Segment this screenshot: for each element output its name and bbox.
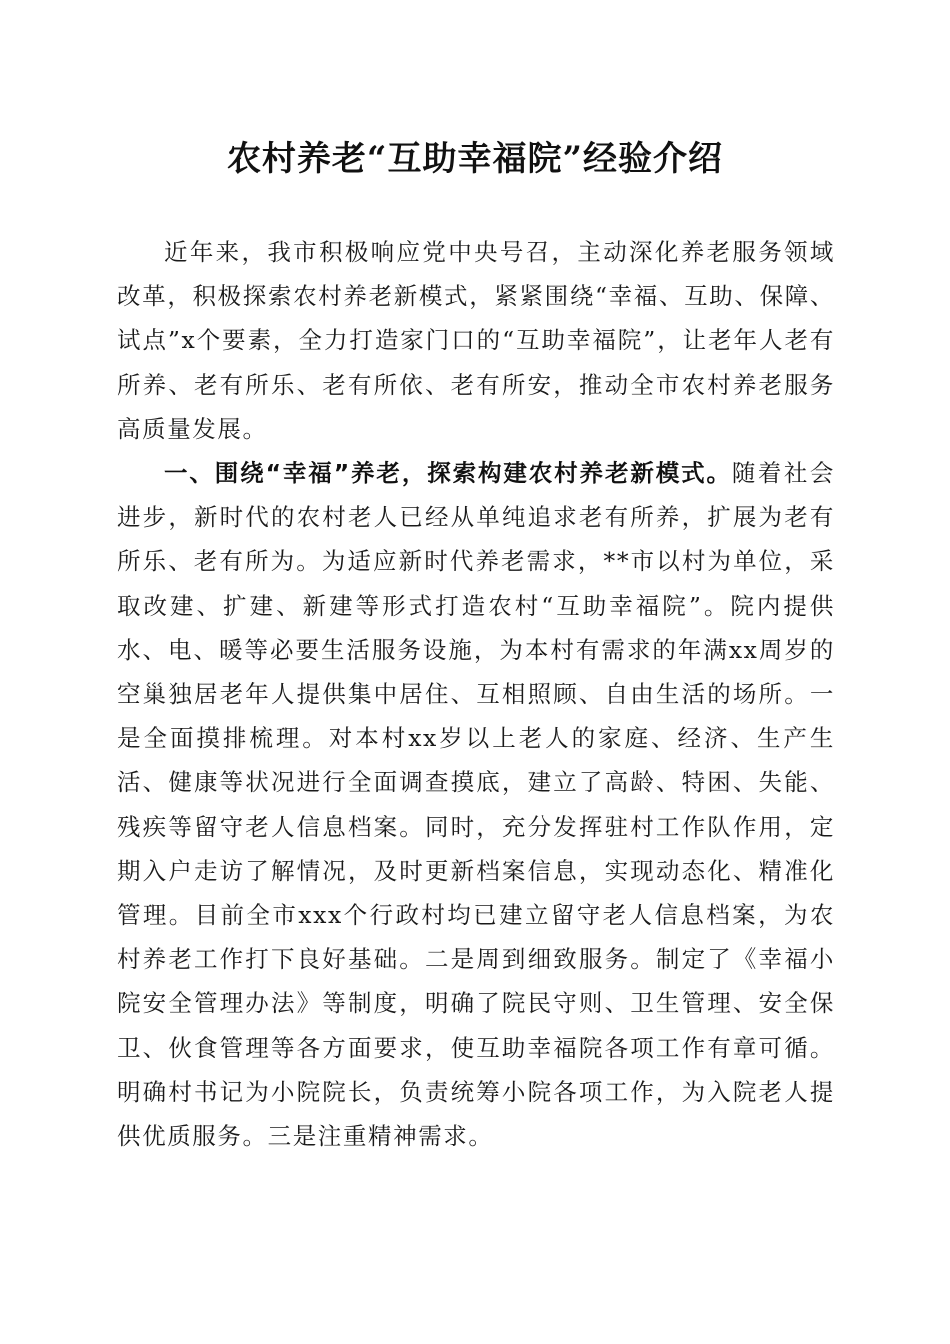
- intro-paragraph: 近年来，我市积极响应党中央号召，主动深化养老服务领域改革，积极探索农村养老新模式，紧紧围绕“幸福、互助、保障、试点”x个要素，全力打造家门口的“互助幸福院”，让老年人老有所养、老有所乐、老有所依、老有所安，推动全市农村养老服务高质量发展。: [117, 238, 835, 443]
- section-1-paragraph: [117, 451, 835, 1158]
- document-title: 农村养老“互助幸福院”经验介绍: [226, 139, 724, 179]
- section-1-heading: 一、围绕“幸福”养老，探索构建农村养老新模式。: [164, 459, 732, 488]
- document-body: [117, 230, 835, 1158]
- section-1-body: 随着社会进步，新时代的农村老人已经从单纯追求老有所养，扩展为老有所乐、老有所为。为适应新时代养老需求，**市以村为单位，采取改建、扩建、新建等形式打造农村“互助幸福院”。院内提供水、电、暖等必要生活服务设施，为本村有需求的年满xx周岁的空巢独居老年人提供集中居住、互相照顾、自由生活的场所。一是全面摸排梳理。对本村xx岁以上老人的家庭、经济、生产生活、健康等状况进行全面调查摸底，建立了高龄、特困、失能、残疾等留守老人信息档案。同时，充分发挥驻村工作队作用，定期入户走访了解情况，及时更新档案信息，实现动态化、精准化管理。目前全市xxx个行政村均已建立留守老人信息档案，为农村养老工作打下良好基础。二是周到细致服务。制定了《幸福小院安全管理办法》等制度，明确了院民守则、卫生管理、安全保卫、伙食管理等各方面要求，使互助幸福院各项工作有章可循。明确村书记为小院院长，负责统筹小院各项工作，为入院老人提供优质服务。三是注重精神需求。: [117, 459, 835, 1151]
